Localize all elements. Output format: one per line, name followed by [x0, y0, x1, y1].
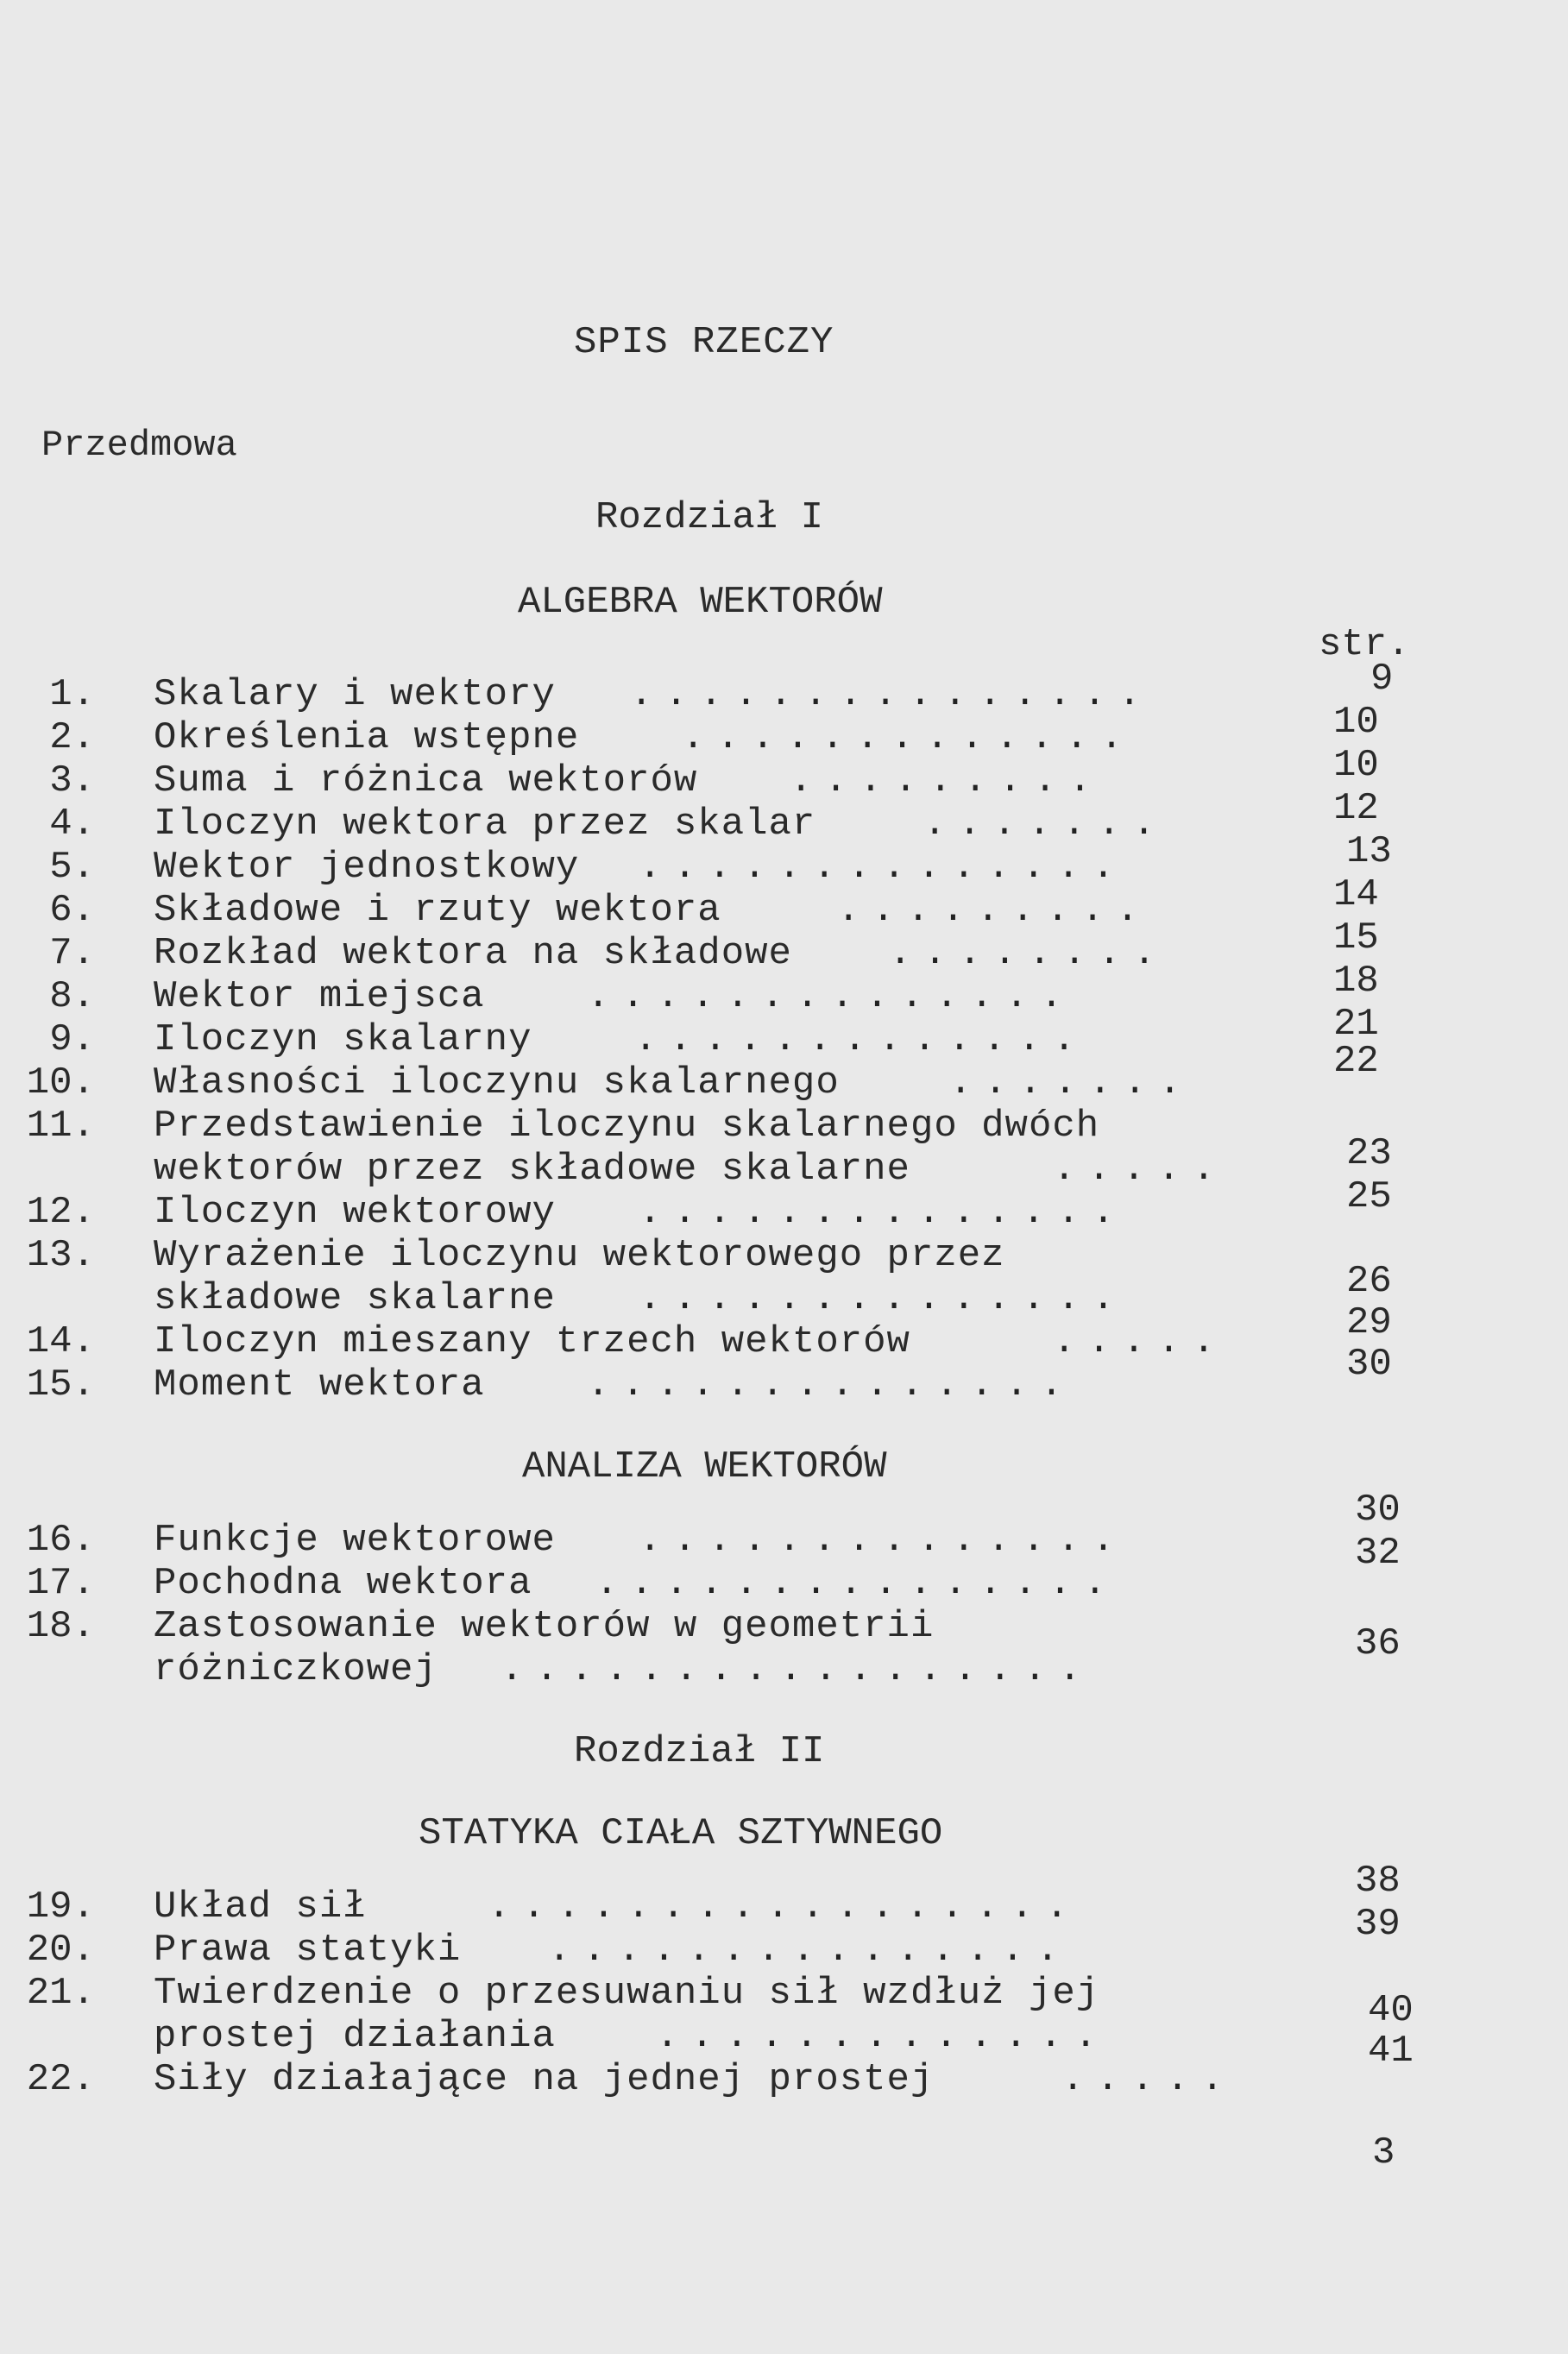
toc-entry-title-cont: składowe skalarne	[154, 1277, 556, 1320]
toc-entry-page: 32	[1355, 1532, 1401, 1575]
leader-dots: ..............	[639, 1191, 1127, 1234]
page-number: 3	[1372, 2131, 1395, 2175]
toc-entry-title: Układ sił	[154, 1885, 367, 1929]
toc-entry-number: 2.	[49, 716, 95, 759]
toc-entry-page: 23	[1346, 1132, 1392, 1175]
toc-entry-page: 25	[1346, 1175, 1392, 1218]
toc-entry-number: 16.	[26, 1519, 95, 1562]
toc-entry-title: Przedstawienie iloczynu skalarnego dwóch	[154, 1105, 1100, 1148]
leader-dots: .................	[488, 1885, 1080, 1929]
toc-entry-page: 13	[1346, 830, 1392, 873]
leader-dots: .....	[1061, 2058, 1237, 2101]
toc-entry-number: 10.	[26, 1061, 95, 1105]
section-statyka-title: STATYKA CIAŁA SZTYWNEGO	[419, 1812, 943, 1855]
toc-entry-page: 12	[1333, 787, 1379, 830]
leader-dots: ..............	[639, 1277, 1127, 1320]
toc-entry-title: Wyrażenie iloczynu wektorowego przez	[154, 1234, 1005, 1277]
toc-entry-page: 9	[1370, 658, 1394, 701]
toc-entry-number: 9.	[49, 1018, 95, 1061]
toc-entry-number: 14.	[26, 1320, 95, 1363]
toc-entry-title: Iloczyn wektora przez skalar	[154, 802, 816, 846]
toc-entry-number: 4.	[49, 802, 95, 846]
toc-entry-title: Określenia wstępne	[154, 716, 580, 759]
toc-entry-page: 40	[1368, 1989, 1414, 2032]
toc-entry-number: 19.	[26, 1885, 95, 1929]
toc-entry-page: 30	[1355, 1489, 1401, 1532]
leader-dots: .......	[949, 1061, 1193, 1105]
toc-entry-number: 17.	[26, 1562, 95, 1605]
toc-entry-number: 1.	[49, 673, 95, 716]
toc-entry-number: 18.	[26, 1605, 95, 1648]
toc-entry-title: Prawa statyki	[154, 1929, 462, 1972]
leader-dots: ...............	[548, 1929, 1072, 1972]
toc-entry-title: Funkcje wektorowe	[154, 1519, 556, 1562]
toc-entry-number: 15.	[26, 1363, 95, 1407]
leader-dots: .......	[923, 802, 1168, 846]
toc-entry-number: 8.	[49, 975, 95, 1018]
leader-dots: ..............	[587, 975, 1075, 1018]
leader-dots: .....	[1053, 1320, 1228, 1363]
toc-entry-title: Skalary i wektory	[154, 673, 556, 716]
leader-dots: ........	[889, 932, 1168, 975]
leader-dots: ..............	[587, 1363, 1075, 1407]
toc-entry-title-cont: wektorów przez składowe skalarne	[154, 1148, 910, 1191]
leader-dots: .............	[634, 1018, 1088, 1061]
leader-dots: .............	[682, 716, 1136, 759]
toc-entry-number: 21.	[26, 1972, 95, 2015]
toc-entry-page: 30	[1346, 1343, 1392, 1386]
toc-entry-page: 15	[1333, 916, 1379, 960]
toc-entry-page: 10	[1333, 744, 1379, 787]
toc-entry-title: Moment wektora	[154, 1363, 485, 1407]
toc-entry-title: Twierdzenie o przesuwaniu sił wzdłuż jej	[154, 1972, 1100, 2015]
toc-entry-title: Składowe i rzuty wektora	[154, 889, 721, 932]
toc-entry-title: Siły działające na jednej prostej	[154, 2058, 935, 2101]
toc-entry-title-cont: prostej działania	[154, 2015, 556, 2058]
toc-entry-title: Suma i różnica wektorów	[154, 759, 698, 802]
preface-entry: Przedmowa	[41, 425, 237, 466]
toc-entry-number: 11.	[26, 1105, 95, 1148]
toc-entry-title: Rozkład wektora na składowe	[154, 932, 792, 975]
toc-entry-page: 14	[1333, 873, 1379, 916]
toc-entry-title: Pochodna wektora	[154, 1562, 532, 1605]
toc-entry-number: 3.	[49, 759, 95, 802]
toc-entry-title: Wektor jednostkowy	[154, 846, 580, 889]
page-column-label: str.	[1319, 623, 1410, 666]
toc-entry-page: 21	[1333, 1003, 1379, 1046]
leader-dots: .................	[501, 1648, 1093, 1691]
toc-entry-number: 13.	[26, 1234, 95, 1277]
toc-entry-number: 22.	[26, 2058, 95, 2101]
toc-entry-page: 26	[1346, 1260, 1392, 1303]
toc-entry-number: 6.	[49, 889, 95, 932]
page-title: SPIS RZECZY	[574, 321, 834, 364]
toc-entry-page: 41	[1368, 2030, 1414, 2073]
toc-entry-number: 20.	[26, 1929, 95, 1972]
toc-entry-title: Wektor miejsca	[154, 975, 485, 1018]
leader-dots: ...............	[630, 673, 1154, 716]
leader-dots: .........	[790, 759, 1104, 802]
leader-dots: ...............	[595, 1562, 1119, 1605]
leader-dots: ..............	[639, 1519, 1127, 1562]
section-analiza-title: ANALIZA WEKTORÓW	[522, 1445, 887, 1489]
toc-entry-title: Iloczyn mieszany trzech wektorów	[154, 1320, 910, 1363]
toc-entry-page: 10	[1333, 701, 1379, 744]
toc-entry-title-cont: różniczkowej	[154, 1648, 438, 1691]
toc-entry-title: Iloczyn skalarny	[154, 1018, 532, 1061]
toc-entry-number: 7.	[49, 932, 95, 975]
toc-entry-number: 12.	[26, 1191, 95, 1234]
leader-dots: .........	[837, 889, 1151, 932]
leader-dots: .............	[656, 2015, 1110, 2058]
leader-dots: .....	[1053, 1148, 1228, 1191]
toc-entry-page: 22	[1333, 1040, 1379, 1083]
chapter-1-heading: Rozdział I	[595, 496, 824, 539]
toc-entry-page: 38	[1355, 1860, 1401, 1903]
toc-entry-page: 29	[1346, 1301, 1392, 1344]
chapter-2-heading: Rozdział II	[574, 1730, 825, 1773]
toc-entry-title: Iloczyn wektorowy	[154, 1191, 556, 1234]
toc-entry-page: 36	[1355, 1622, 1401, 1665]
toc-entry-page: 18	[1333, 960, 1379, 1003]
toc-entry-page: 39	[1355, 1903, 1401, 1946]
section-algebra-title: ALGEBRA WEKTORÓW	[518, 581, 883, 624]
toc-entry-title: Własności iloczynu skalarnego	[154, 1061, 840, 1105]
toc-entry-number: 5.	[49, 846, 95, 889]
leader-dots: ..............	[639, 846, 1127, 889]
toc-entry-title: Zastosowanie wektorów w geometrii	[154, 1605, 935, 1648]
